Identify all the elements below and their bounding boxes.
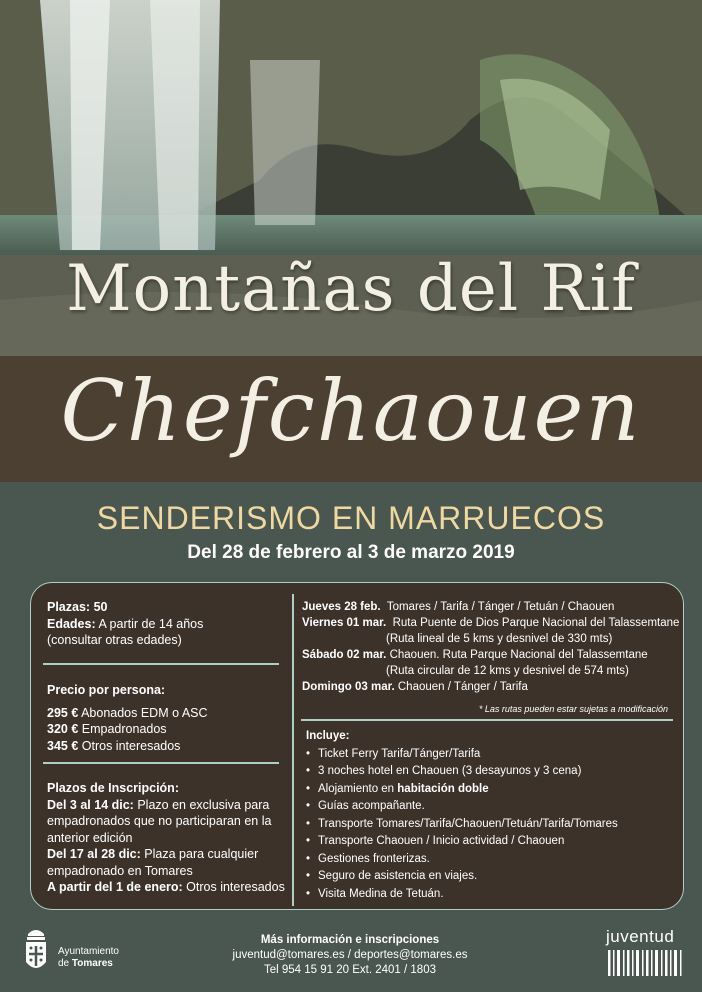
- day-2-text: Ruta Puente de Dios Parque Nacional del Talassemtane: [392, 617, 680, 629]
- ayto-line1: Ayuntamiento: [58, 946, 119, 957]
- day-4-label: Domingo 03 mar.: [302, 681, 395, 693]
- precio-3-desc: Otros interesados: [81, 738, 181, 753]
- title-line2: Chefchaouen: [60, 362, 642, 460]
- precio-title: Precio por persona:: [47, 683, 166, 697]
- ayto-de: de: [58, 958, 70, 969]
- list-item-text: Alojamiento en: [318, 782, 395, 795]
- itinerary-note: * Las rutas pueden estar sujetas a modificación: [478, 704, 668, 714]
- precio-1: 295 €: [47, 705, 79, 720]
- plazo-3-label: A partir del 1 de enero:: [47, 880, 183, 894]
- plazos-title: Plazos de Inscripción:: [47, 781, 179, 795]
- day-2-extra: (Ruta lineal de 5 kms y desnivel de 330 mts): [386, 633, 613, 645]
- itinerary-block: [302, 599, 682, 717]
- list-item: • Visita Medina de Tetuán.: [306, 886, 676, 904]
- divider-1: [43, 663, 279, 665]
- precio-block: [47, 682, 287, 754]
- day-1-text: Tomares / Tarifa / Tánger / Tetuán / Chaouen: [386, 601, 615, 613]
- day-3-extra: (Ruta circular de 12 kms y desnivel de 574 mts): [386, 665, 629, 677]
- footer-phone: Tel 954 15 91 20 Ext. 2401 / 1803: [264, 964, 436, 976]
- plazos-block: [47, 780, 287, 896]
- event-dates: Del 28 de febrero al 3 de marzo 2019: [187, 542, 515, 563]
- day-2-label: Viernes 01 mar.: [302, 617, 387, 629]
- plazas-block: [47, 599, 287, 649]
- plazo-2-text: Plaza para cualquier empadronado en Tomares: [47, 847, 259, 878]
- plazo-1-label: Del 3 al 14 dic:: [47, 797, 134, 812]
- plazo-2-label: Del 17 al 28 dic:: [47, 847, 141, 861]
- plazo-3-text: Otros interesados: [186, 880, 285, 894]
- divider-2: [43, 762, 279, 764]
- day-3-label: Sábado 02 mar.: [302, 649, 387, 661]
- list-item: • Gestiones fronterizas.: [306, 851, 676, 869]
- list-item: • Ticket Ferry Tarifa/Tánger/Tarifa: [306, 746, 676, 764]
- divider-3: [301, 719, 673, 721]
- footer-title: Más información e inscripciones: [260, 934, 440, 946]
- precio-3: 345 €: [47, 738, 79, 753]
- list-item: • Transporte Tomares/Tarifa/Chaouen/Tetuán/Tarifa/Tomares: [306, 816, 676, 834]
- footer-info: [200, 933, 500, 978]
- ayuntamiento-logo-text: [58, 946, 119, 970]
- ayto-line2: Tomares: [71, 958, 113, 969]
- list-item-bold: habitación doble: [397, 782, 489, 795]
- list-item: • Guías acompañante.: [306, 798, 676, 816]
- plazo-1-text: Plazo en exclusiva para empadronados que no participaran en la anterior edición: [47, 797, 272, 845]
- edades-label: Edades:: [47, 616, 96, 631]
- list-item: [306, 781, 676, 799]
- plazas-label: Plazas:: [47, 600, 91, 614]
- edades-extra: (consultar otras edades): [47, 633, 182, 647]
- incluye-block: [306, 728, 676, 903]
- precio-2: 320 €: [47, 722, 79, 736]
- list-item: • Seguro de asistencia en viajes.: [306, 868, 676, 886]
- list-item: • 3 noches hotel en Chaouen (3 desayunos y 3 cena): [306, 763, 676, 781]
- day-1-label: Jueves 28 feb.: [302, 601, 381, 613]
- incluye-title: Incluye:: [306, 730, 350, 742]
- incluye-list: [306, 746, 676, 904]
- juventud-logo-text: juventud: [606, 927, 675, 946]
- vertical-divider: [292, 594, 294, 906]
- plazas-value: 50: [93, 600, 108, 614]
- footer-emails[interactable]: juventud@tomares.es / deportes@tomares.es: [232, 949, 468, 961]
- edades-value: A partir de 14 años: [98, 616, 204, 631]
- subtitle: SENDERISMO EN MARRUECOS: [96, 500, 606, 536]
- precio-2-desc: Empadronados: [81, 722, 167, 736]
- precio-1-desc: Abonados EDM o ASC: [81, 705, 208, 720]
- day-4-text: Chaouen / Tánger / Tarifa: [397, 681, 528, 693]
- title-line1: Montañas del Rif: [66, 252, 636, 326]
- list-item: • Transporte Chaouen / Inicio actividad / Chaouen: [306, 833, 676, 851]
- day-3-text: Chaouen. Ruta Parque Nacional del Talassemtane: [389, 649, 648, 661]
